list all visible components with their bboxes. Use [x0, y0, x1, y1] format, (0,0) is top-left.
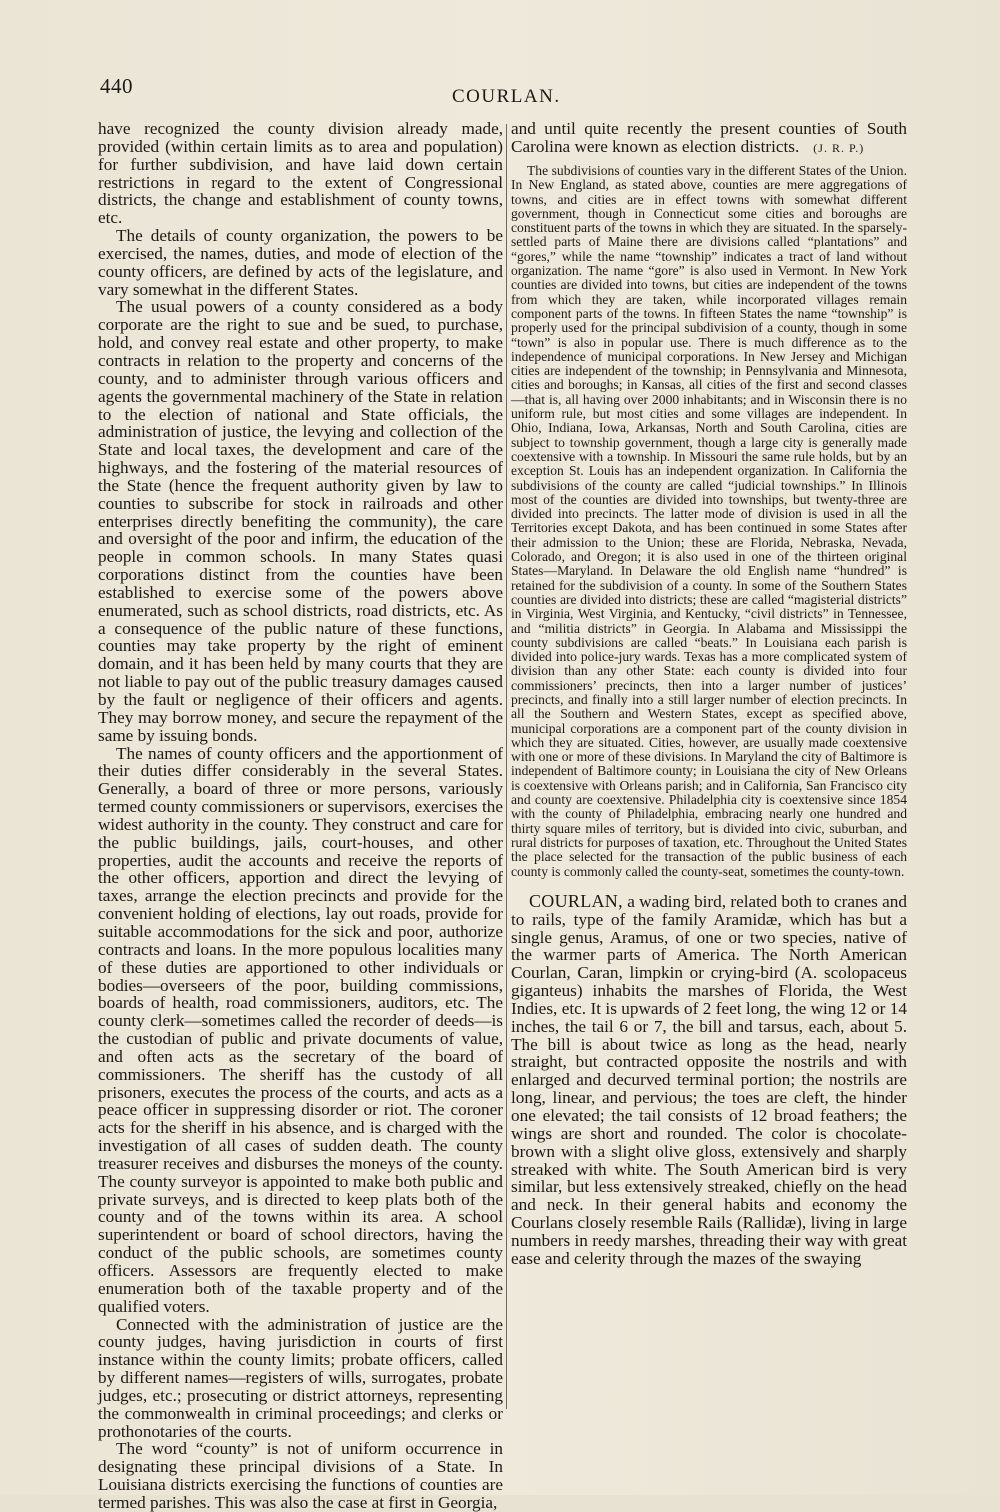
left-paragraph-2: The details of county organization, the powers to be exercised, the names, duties, and mode of election of the county officers, are defined by acts of the legislature, and vary somewhat in the different States. [98, 226, 503, 299]
left-column [98, 119, 503, 1512]
continuation-text: and until quite recently the present counties of South Carolina were known as election districts. [511, 119, 907, 156]
column-divider [506, 124, 507, 1409]
running-title: COURLAN. [452, 86, 561, 107]
continuation-paragraph [511, 120, 907, 157]
left-paragraph-1: have recognized the county division already made, provided (within certain limits as to area and population) for further subdivision, and have laid down certain restrictions in regard to the extent of Congressional districts, the change and establishment of county towns, etc. [98, 119, 503, 228]
left-paragraph-5: Connected with the administration of justice are the county judges, having jurisdiction in courts of first instance within the county limits; probate officers, called by different names—registers of wills, surrogates, probate judges, etc.; prosecuting or district attorneys, representing the commonwealth in criminal proceedings; and clerks or prothonotaries of the courts. [98, 1314, 503, 1441]
author-signature: (J. R. P.) [813, 141, 865, 155]
right-column [511, 120, 907, 1420]
page-number: 440 [100, 74, 133, 98]
entry-headword: COURLAN, [529, 890, 623, 911]
courlan-entry [511, 890, 907, 1268]
small-print-note: The subdivisions of counties vary in the different States of the Union. In New England, as stated above, counties are mere aggregations of towns, and cities are in effect towns with somewhat different government, though in Connecticut some cities and boroughs are constituent parts of the towns in which they are situated. In the sparsely-settled parts of Maine there are divisions called “plantations” and “gores,” while the name “township” indicates a tract of land without organization. The name “gore” is also used in Vermont. In New York counties are divided into towns, but cities are independent of the towns from which they are taken, while incorporated villages remain component parts of the towns. In fifteen States the name “township” is properly used for the principal subdivision of a county, though in some “town” is also in popular use. There is much difference as to the independence of municipal corporations. In New Jersey and Michigan cities are independent of the township; in Pennsylvania and Minnesota, cities and boroughs; in Kansas, all cities of the first and second classes—that is, all having over 2000 inhabitants; and in Wisconsin there is no uniform rule, but most cities and some villages are independent. In Ohio, Indiana, Iowa, Arkansas, North and South Carolina, cities are subject to township government, though a large city is generally made coextensive with a township. In Missouri the same rule holds, but by an exception St. Louis has an independent organization. In California the subdivisions of the county are called “judicial townships.” In Illinois most of the counties are divided into townships, but twenty-three are divided into precincts. The latter mode of division is used in all the Territories except Dakota, and has been continued in some States after their admission to the Union; these are Florida, Nebraska, Nevada, Colorado, and Oregon; it is also used in one of the thirteen original States—Maryland. In Delaware the old English name “hundred” is retained for the subdivision of a county. In some of the Southern States counties are divided into districts; these are called “magisterial districts” in Virginia, West Virginia, and Kentucky, “civil districts” in Tennessee, and “militia districts” in Georgia. In Alabama and Mississippi the county subdivisions are called “beats.” In Louisiana each parish is divided into police-jury wards. Texas has a more complicated system of division than any other State: each county is divided into four commissioners’ precincts, then into a larger number of justices’ precincts, and finally into a still larger number of election precincts. In all the Southern and Western States, except as specified above, municipal corporations are a component part of the county division in which they are situated. Cities, however, are usually made coextensive with one or more of these divisions. In Maryland the city of Baltimore is independent of Baltimore county; in Louisiana the city of New Orleans is coextensive with Orleans parish; and in California, San Francisco city and county are coextensive. Philadelphia city is coextensive since 1854 with the county of Philadelphia, embracing nearly one hundred and thirty square miles of territory, but is divided into civic, suburban, and rural districts for purposes of taxation, etc. Throughout the United States the place selected for the transaction of the public business of each county is commonly called the county-seat, sometimes the county-town. [511, 163, 907, 879]
left-paragraph-6: The word “county” is not of uniform occurrence in designating these principal divisions of a State. In Louisiana districts exercising the functions of counties are termed parishes. This was also the case at first in Georgia, [98, 1439, 503, 1512]
entry-text: a wading bird, related both to cranes and to rails, type of the family Aramidæ, which has but a single genus, Aramus, of one or two species, native of the warmer parts of America. The North American Courlan, Caran, limpkin or crying-bird (A. scolopaceus giganteus) inhabits the marshes of Florida, the West Indies, etc. It is upwards of 2 feet long, the wing 12 or 14 inches, the tail 6 or 7, the bill and tarsus, each, about 5. The bill is about twice as long as the head, nearly straight, but contracted opposite the nostrils and with enlarged and decurved terminal portion; the nostrils are long, linear, and pervious; the toes are cleft, the hinder one elevated; the tail consists of 12 broad feathers; the wings are short and rounded. The color is chocolate-brown with a slight olive gloss, extensively and sharply streaked with white. The South American bird is very similar, but less extensively streaked, chiefly on the head and neck. In their general habits and economy the Courlans closely resemble Rails (Rallidæ), living in large numbers in reedy marshes, threading their way with great ease and celerity through the mazes of the swaying [511, 891, 907, 1268]
left-paragraph-4: The names of county officers and the apportionment of their duties differ considerably in the several States. Generally, a board of three or more persons, variously termed county commissioners or supervisors, exercises the widest authority in the county. They construct and care for the public buildings, jails, court-houses, and other properties, audit the accounts and receive the reports of the other officers, apportion and direct the levying of taxes, arrange the election precincts and provide for the convenient holding of elections, lay out roads, provide for suitable accommodations for the sick and poor, authorize contracts and loans. In the more populous localities many of these duties are apportioned to other individuals or bodies—overseers of the poor, building commissions, boards of health, road commissioners, auditors, etc. The county clerk—sometimes called the recorder of deeds—is the custodian of public and private documents of value, and often acts as the secretary of the board of commissioners. The sheriff has the custody of all prisoners, executes the process of the courts, and acts as a peace officer in suppressing disorder or riot. The coroner acts for the sheriff in his absence, and is charged with the investigation of all cases of sudden death. The county treasurer receives and disburses the moneys of the county. The county surveyor is appointed to make both public and private surveys, and is directed to keep plats both of the county and of the towns within its area. A school superintendent or board of school directors, having the conduct of the public schools, are sometimes county officers. Assessors are frequently elected to make enumeration both of the taxable property and of the qualified voters. [98, 743, 503, 1316]
left-paragraph-3: The usual powers of a county considered as a body corporate are the right to sue and be sued, to purchase, hold, and convey real estate and other property, to make contracts in relation to the property and concerns of the county, and to administer through various officers and agents the governmental machinery of the State in relation to the election of national and State officials, the administration of justice, the levying and collection of the State and local taxes, the development and care of the highways, and the fostering of the material resources of the State (hence the frequent authority given by law to counties to subscribe for stock in railroads and other enterprises directly benefiting the community), the care and oversight of the poor and infirm, the education of the people in common schools. In many States quasi corporations distinct from the counties have been established to exercise some of the powers above enumerated, such as school districts, road districts, etc. As a consequence of the public nature of these functions, counties may take property by the right of eminent domain, and it has been held by many courts that they are not liable to pay out of the public treasury damages caused by the fault or negligence of their officers and agents. They may borrow money, and secure the repayment of the same by issuing bonds. [98, 297, 503, 745]
